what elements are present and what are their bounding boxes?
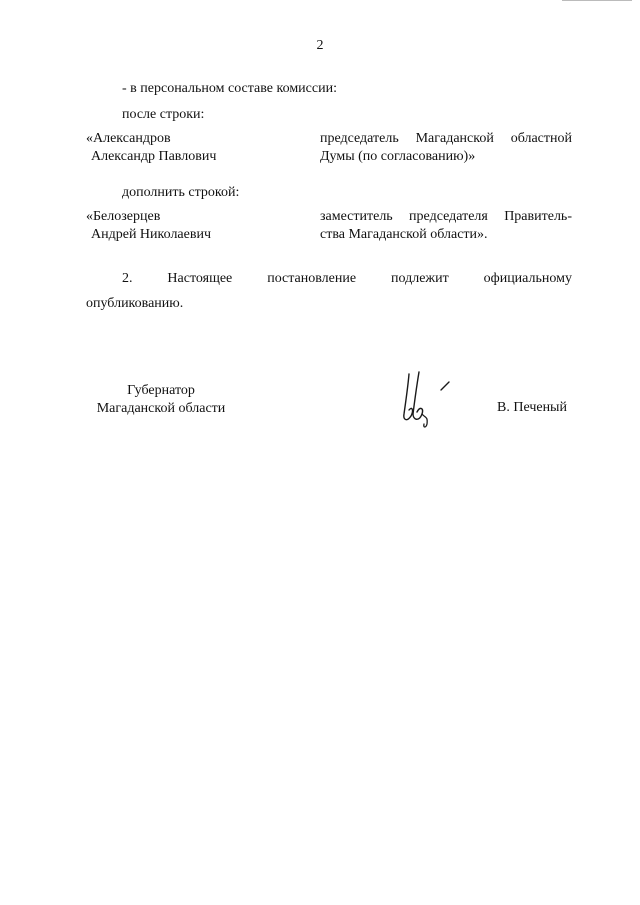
existing-member-position-line2: Думы (по согласованию)» xyxy=(320,149,476,164)
position-word: заместитель xyxy=(320,209,393,224)
position-word: Магаданской xyxy=(415,131,494,146)
item-2-word: подлежит xyxy=(391,271,449,286)
after-line-label: после строки: xyxy=(122,107,205,122)
scan-edge-mark xyxy=(562,0,632,3)
handwritten-signature xyxy=(395,370,455,432)
page-number: 2 xyxy=(316,38,324,53)
new-member-surname: «Белозерцев xyxy=(86,209,161,224)
signer-name: В. Печеный xyxy=(497,400,567,415)
position-word: председатель xyxy=(320,131,399,146)
amendment-intro: - в персональном составе комиссии: xyxy=(122,81,337,96)
position-word: областной xyxy=(510,131,572,146)
new-member-name xyxy=(86,208,211,244)
item-2-word: официальному xyxy=(483,271,572,286)
new-member-position-line1 xyxy=(320,208,572,226)
signer-title-line2: Магаданской области xyxy=(96,401,226,416)
position-word: Правитель- xyxy=(504,209,572,224)
existing-member-name xyxy=(86,130,216,166)
item-2-paragraph xyxy=(122,270,572,288)
item-2-number: 2. xyxy=(122,271,133,286)
new-member-given-names: Андрей Николаевич xyxy=(91,227,211,242)
new-member-position-line2: ства Магаданской области». xyxy=(320,227,488,242)
signer-title-line1: Губернатор xyxy=(127,383,195,398)
existing-member-position-line1 xyxy=(320,130,572,148)
position-word: председателя xyxy=(409,209,488,224)
signer-title xyxy=(86,382,236,418)
item-2-continuation: опубликованию. xyxy=(86,296,184,311)
add-line-label: дополнить строкой: xyxy=(122,185,240,200)
existing-member-surname: «Александров xyxy=(86,131,171,146)
new-member-position xyxy=(320,208,572,244)
existing-member-given-names: Александр Павлович xyxy=(91,149,217,164)
item-2-word: постановление xyxy=(267,271,357,286)
existing-member-position xyxy=(320,130,572,166)
item-2-word: Настоящее xyxy=(167,271,233,286)
